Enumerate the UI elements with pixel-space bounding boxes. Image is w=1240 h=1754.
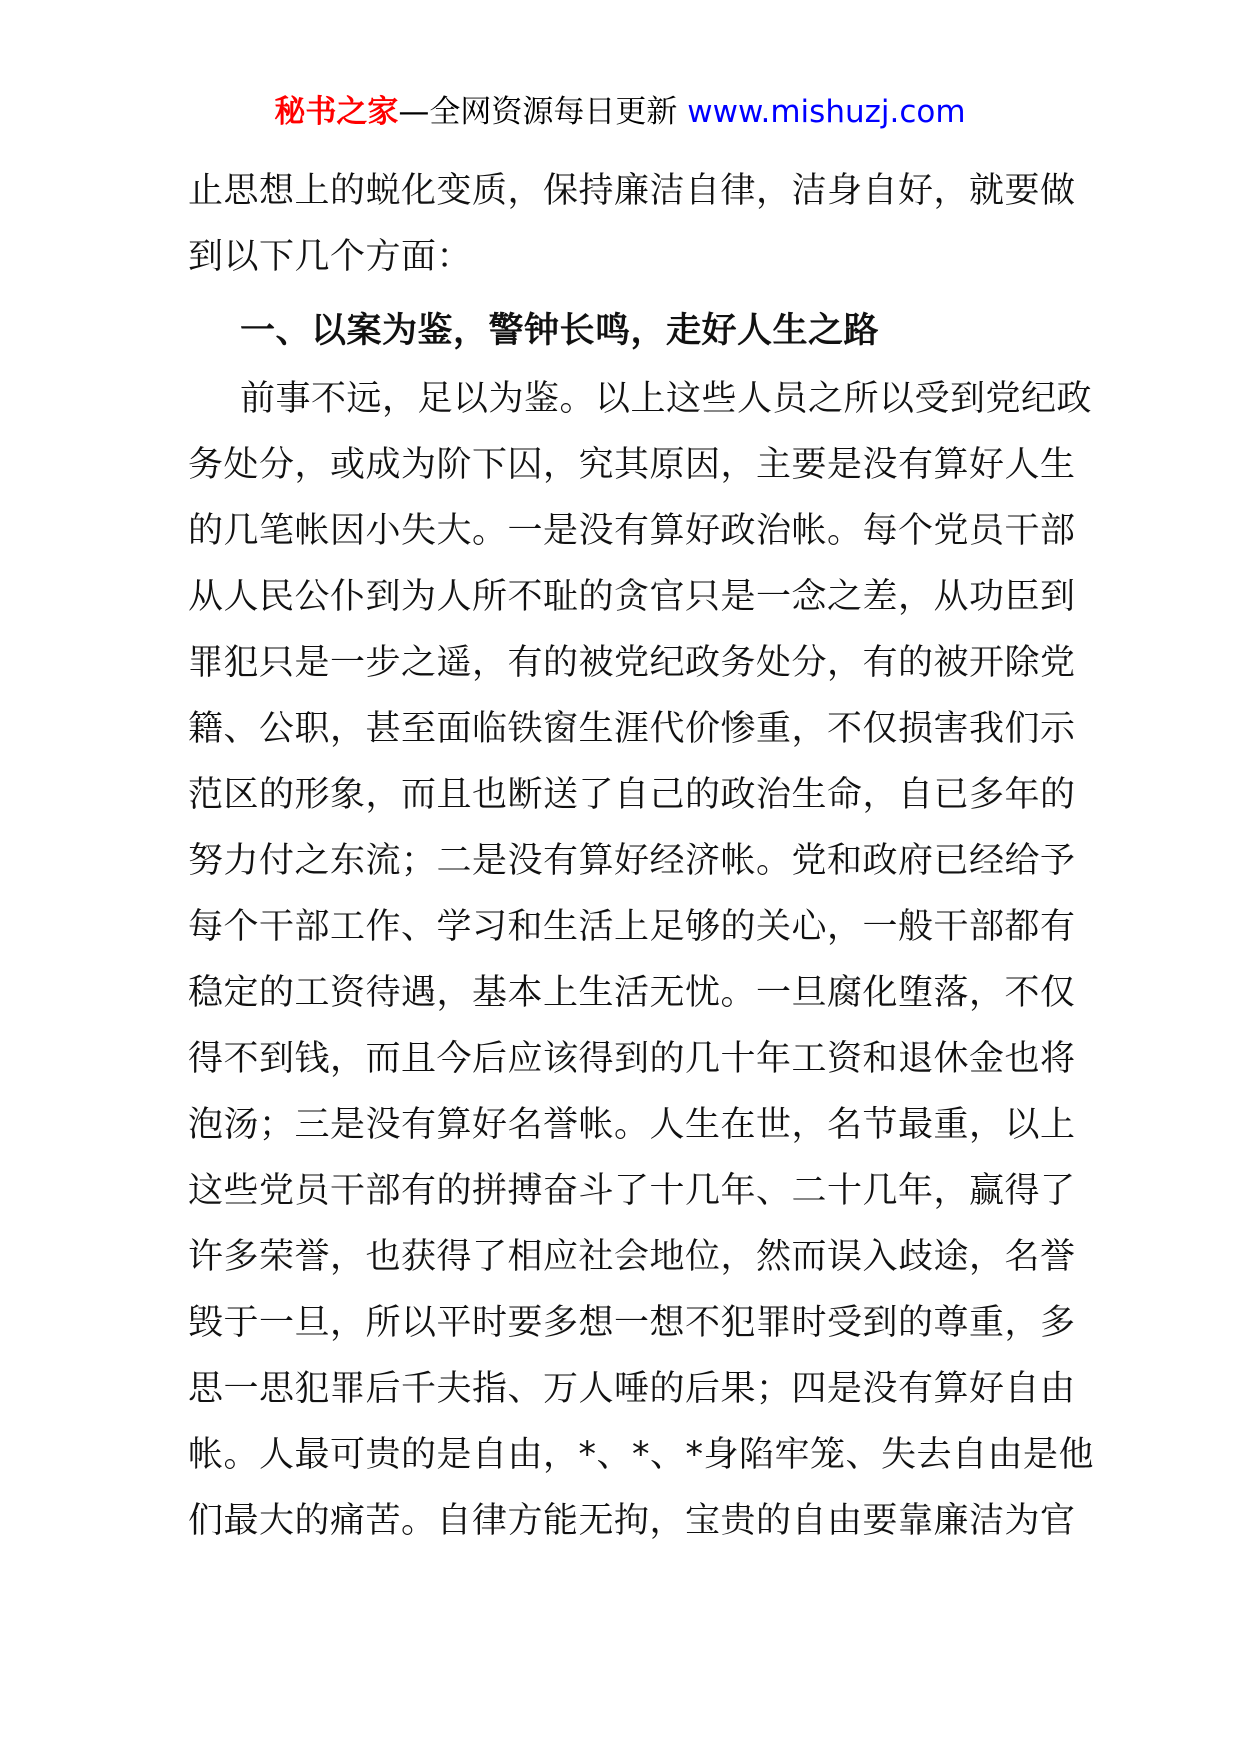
- text-line: 帐。人最可贵的是自由，*、*、*身陷牢笼、失去自由是他: [188, 1435, 1095, 1475]
- text-line: 泡汤；三是没有算好名誉帐。人生在世，名节最重，以上: [188, 1105, 1076, 1145]
- brand-name: 秘书之家: [274, 94, 399, 130]
- text-line: 从人民公仆到为人所不耻的贪官只是一念之差，从功臣到: [188, 577, 1076, 617]
- text-line: 们最大的痛苦。自律方能无拘，宝贵的自由要靠廉洁为官: [188, 1501, 1076, 1541]
- text-line: 每个干部工作、学习和生活上足够的关心，一般干部都有: [188, 907, 1076, 947]
- text-line: 得不到钱，而且今后应该得到的几十年工资和退休金也将: [188, 1039, 1076, 1079]
- text-line: 止思想上的蜕化变质，保持廉洁自律，洁身自好，就要做: [188, 171, 1076, 211]
- text-line: 稳定的工资待遇，基本上生活无忧。一旦腐化堕落，不仅: [188, 973, 1076, 1013]
- text-line: 范区的形象，而且也断送了自己的政治生命，自已多年的: [188, 775, 1076, 815]
- banner-tagline: —全网资源每日更新: [398, 94, 678, 130]
- text-line: 思一思犯罪后千夫指、万人唾的后果；四是没有算好自由: [188, 1369, 1076, 1409]
- text-line: 毁于一旦，所以平时要多想一想不犯罪时受到的尊重，多: [188, 1303, 1076, 1343]
- text-line: 务处分，或成为阶下囚，究其原因，主要是没有算好人生: [188, 445, 1076, 485]
- text-line: 这些党员干部有的拼搏奋斗了十几年、二十几年，赢得了: [188, 1171, 1076, 1211]
- text-line: 前事不远，足以为鉴。以上这些人员之所以受到党纪政: [240, 379, 1093, 419]
- text-line: 的几笔帐因小失大。一是没有算好政治帐。每个党员干部: [188, 511, 1076, 551]
- intro-paragraph: [188, 158, 1076, 290]
- document-body: [188, 158, 1095, 1554]
- text-line: 罪犯只是一步之遥，有的被党纪政务处分，有的被开除党: [188, 643, 1076, 683]
- text-line: 籍、公职，甚至面临铁窗生涯代价惨重，不仅损害我们示: [188, 709, 1076, 749]
- text-line: 努力付之东流；二是没有算好经济帐。党和政府已经给予: [188, 841, 1076, 881]
- site-url-link[interactable]: www.mishuzj.com: [687, 94, 966, 130]
- section-heading: 一、以案为鉴，警钟长鸣，走好人生之路: [240, 311, 880, 351]
- site-banner: [0, 92, 1240, 132]
- text-line: 到以下几个方面：: [188, 237, 473, 277]
- text-line: 许多荣誉，也获得了相应社会地位，然而误入歧途，名誉: [188, 1237, 1076, 1277]
- body-paragraph: [188, 366, 1095, 1554]
